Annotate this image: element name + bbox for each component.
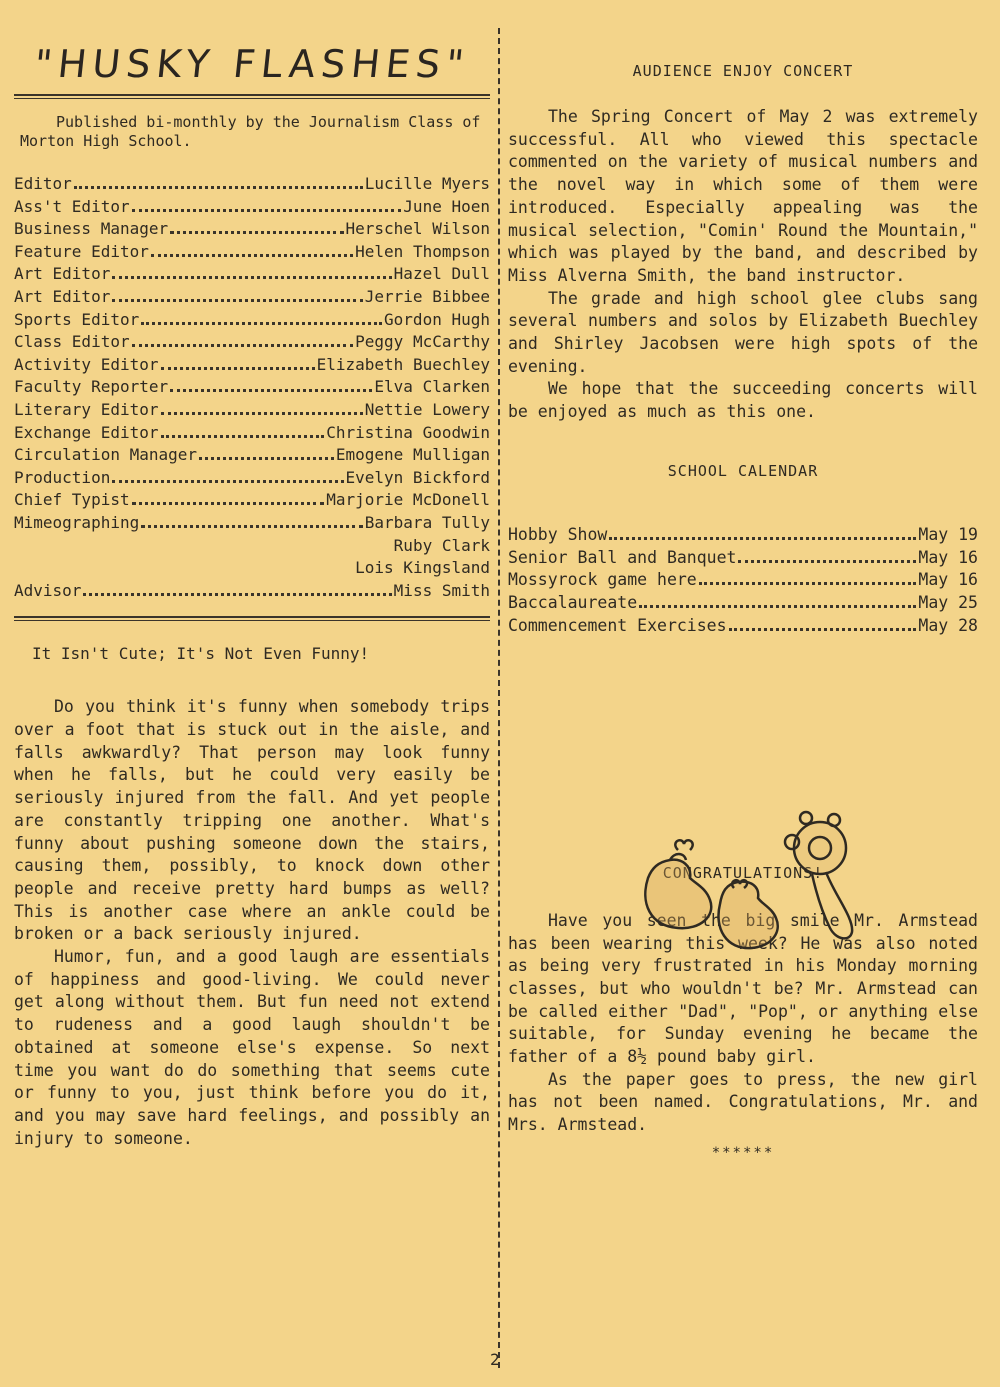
publisher-note: Published bi-monthly by the Journalism Class of Morton High School. — [20, 113, 481, 150]
staff-row — [14, 444, 490, 467]
article-body — [14, 696, 490, 1150]
staff-name: Evelyn Bickford — [345, 467, 490, 487]
staff-row — [14, 535, 490, 558]
staff-role: Editor — [14, 174, 72, 193]
dot-leader — [132, 209, 402, 212]
staff-row — [14, 399, 490, 422]
staff-name: Jerrie Bibbee — [364, 286, 490, 306]
staff-name: Barbara Tully — [364, 512, 490, 532]
dot-leader — [161, 412, 363, 415]
staff-name: Peggy McCarthy — [355, 332, 490, 352]
dot-leader — [132, 344, 354, 347]
staff-row — [14, 196, 490, 219]
calendar-event: Senior Ball and Banquet — [508, 547, 737, 567]
calendar-event: Mossyrock game here — [508, 570, 697, 590]
staff-row — [14, 354, 490, 377]
calendar-list — [508, 524, 978, 638]
staff-role: Faculty Reporter — [14, 377, 169, 397]
staff-role: Circulation Manager — [14, 445, 198, 465]
concert-article — [508, 62, 978, 424]
calendar-row — [508, 592, 978, 615]
paragraph: Humor, fun, and a good laugh are essentials of happiness and good-living. We could never get along without them. But fun need not extend to rudeness and a good laugh shouldn't be obtained at someone else's expense. So next time you want do do something that seems cute or funny to you, just think before you do it, and you may save hard feelings, and possibly an injury to someone. — [14, 947, 490, 1148]
staff-row — [14, 331, 490, 354]
calendar-row — [508, 569, 978, 592]
staff-row — [14, 286, 490, 309]
staff-row — [14, 557, 490, 580]
dot-leader — [639, 605, 916, 608]
page-number: 2 — [490, 1350, 500, 1369]
staff-name: Marjorie McDonell — [326, 490, 490, 510]
staff-name: Gordon Hugh — [384, 309, 490, 329]
staff-name: June Hoen — [403, 196, 490, 216]
calendar-row — [508, 524, 978, 547]
baby-rattle-icon — [785, 812, 852, 938]
advisor-row — [14, 580, 490, 603]
staff-role: Chief Typist — [14, 490, 130, 510]
staff-row — [14, 467, 490, 490]
calendar-date: May 25 — [918, 593, 978, 613]
dot-leader — [141, 322, 382, 325]
advisor-role: Advisor — [14, 580, 82, 600]
staff-row — [14, 241, 490, 264]
staff-role: Art Editor — [14, 264, 111, 284]
calendar-row — [508, 547, 978, 570]
dot-leader — [609, 537, 916, 540]
staff-row — [14, 218, 490, 241]
staff-role: Class Editor — [14, 332, 130, 352]
staff-row — [14, 173, 490, 196]
staff-role: Activity Editor — [14, 354, 159, 374]
dot-leader — [132, 502, 325, 505]
calendar-event: Hobby Show — [508, 524, 608, 544]
calendar-event: Baccalaureate — [508, 593, 638, 613]
staff-role: Feature Editor — [14, 241, 149, 261]
dot-leader — [170, 231, 343, 234]
staff-name: Elva Clarken — [374, 377, 490, 397]
staff-row — [14, 422, 490, 445]
section-divider — [14, 616, 490, 621]
calendar-date: May 16 — [918, 547, 978, 567]
concert-title: AUDIENCE ENJOY CONCERT — [632, 62, 854, 80]
dot-leader — [699, 582, 917, 585]
staff-row — [14, 489, 490, 512]
column-divider — [498, 28, 500, 1368]
paragraph: We hope that the succeeding concerts will be enjoyed as much as this one. — [508, 379, 978, 422]
masthead-title: "HUSKY FLASHES" — [32, 42, 472, 86]
baby-booties-icon — [645, 840, 777, 948]
dot-leader — [161, 367, 315, 370]
dot-leader — [141, 525, 363, 528]
staff-name: Nettie Lowery — [364, 399, 490, 419]
dot-leader — [738, 560, 916, 563]
staff-row — [14, 309, 490, 332]
dot-leader — [161, 435, 325, 438]
staff-role: Sports Editor — [14, 309, 140, 329]
staff-role: Literary Editor — [14, 399, 159, 419]
congrats-title: CONGRATULATIONS! — [662, 863, 824, 882]
paragraph: The Spring Concert of May 2 was extremely successful. All who viewed this spectacle commented on the variety of musical numbers and the novel way in which some of them were introduced. Especially appealing was the musical selection, "Comin' Round the Mountain," which was played by the band, and described by Miss Alverna Smith, the band instructor. — [508, 107, 978, 285]
dot-leader — [112, 480, 343, 483]
calendar-date: May 19 — [918, 524, 978, 544]
dot-leader — [199, 457, 334, 460]
end-mark: ****** — [711, 1144, 775, 1161]
concert-body — [508, 106, 978, 424]
staff-role: Art Editor — [14, 286, 111, 306]
dot-leader — [112, 276, 391, 279]
dot-leader — [83, 593, 391, 596]
staff-name: Lucille Myers — [364, 174, 490, 193]
dot-leader — [729, 628, 917, 631]
baby-illustration — [630, 808, 870, 958]
paragraph: Have you seen the big smile Mr. Armstead has been wearing this week? He was also noted as being very frustrated in his Monday morning classes, but who wouldn't be? Mr. Armstead can be called either "Dad", "Pop", or anything else suitable, for Sunday evening he became the father of a 8½ pound baby girl. — [508, 910, 978, 1067]
staff-name: Helen Thompson — [355, 241, 490, 261]
staff-name: Hazel Dull — [393, 264, 490, 284]
staff-name: Ruby Clark — [393, 535, 490, 555]
paragraph: As the paper goes to press, the new girl has not been named. Congratulations, Mr. and Mrs. Armstead. — [508, 1069, 978, 1135]
calendar-section — [508, 462, 978, 638]
staff-name: Lois Kingsland — [355, 558, 490, 578]
staff-name: Christina Goodwin — [326, 422, 490, 442]
calendar-date: May 16 — [918, 570, 978, 590]
staff-role: Production — [14, 467, 111, 487]
calendar-row — [508, 615, 978, 638]
staff-name: Emogene Mulligan — [335, 445, 490, 465]
advisor-name: Miss Smith — [393, 580, 490, 600]
left-column — [14, 30, 490, 1150]
dot-leader — [74, 186, 363, 189]
paragraph: Do you think it's funny when somebody trips over a foot that is stuck out in the aisle, and falls awkwardly? That person may look funny when he falls, but he could very easily be seriously injured from the fall. And yet people are constantly tripping one another. What's funny about pushing someone down the stairs, causing them, possibly, to knock down other people and receive pretty hard bumps as well? This is another case where an ankle could be broken or a back seriously injured. — [14, 697, 490, 944]
staff-role: Business Manager — [14, 219, 169, 239]
staff-row — [14, 263, 490, 286]
dot-leader — [151, 254, 353, 257]
staff-row — [14, 512, 490, 535]
dot-leader — [112, 299, 362, 302]
article-title: It Isn't Cute; It's Not Even Funny! — [32, 644, 370, 664]
masthead-rule — [14, 94, 490, 96]
staff-row — [14, 376, 490, 399]
staff-role: Mimeographing — [14, 512, 140, 532]
right-column — [508, 62, 978, 1161]
calendar-event: Commencement Exercises — [508, 616, 727, 636]
staff-role: Ass't Editor — [14, 196, 130, 216]
calendar-title: SCHOOL CALENDAR — [667, 461, 819, 480]
paragraph: The grade and high school glee clubs sang several numbers and solos by Elizabeth Buechley and Shirley Jacobsen were high spots of the evening. — [508, 288, 978, 376]
calendar-date: May 28 — [918, 616, 978, 636]
staff-name: Elizabeth Buechley — [316, 354, 490, 374]
staff-name: Herschel Wilson — [345, 219, 490, 239]
dot-leader — [170, 389, 372, 392]
masthead-rule-thin — [14, 98, 490, 99]
left-article — [14, 643, 490, 1150]
staff-role: Exchange Editor — [14, 422, 159, 442]
staff-list — [14, 173, 490, 602]
